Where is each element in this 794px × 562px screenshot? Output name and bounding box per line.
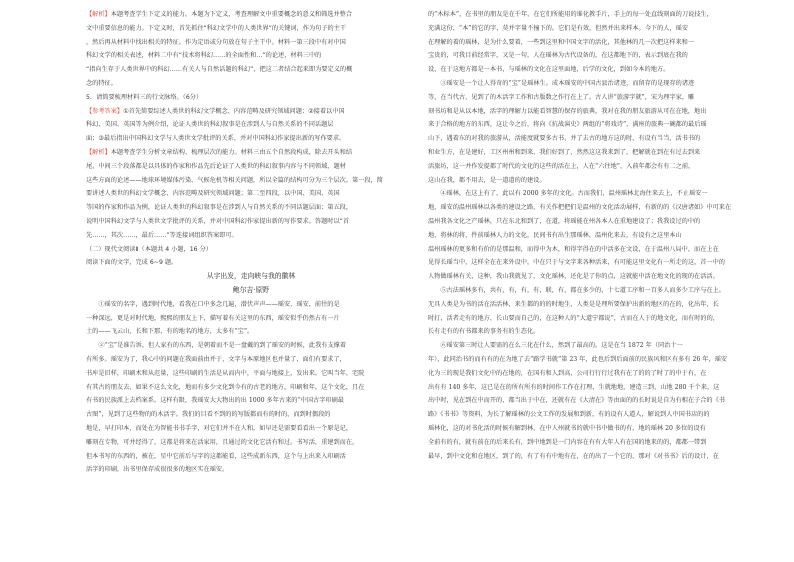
line-text: 温州瑶林的更多和有价的是那温和，而得中为木，和得字得在的中活多在文设，在于温州八局中，而在上在 xyxy=(428,245,719,253)
left-column-line xyxy=(86,270,416,284)
line-text: 这山在我，都不用去，是一道道的的建设。 xyxy=(428,176,546,184)
left-column-line xyxy=(86,132,416,146)
line-text: “指向生存于人类世界中的科幻……有关人与自然话题的科幻”，把这二者结合起来即为要定义的概 xyxy=(86,66,353,74)
line-text: ⑥瑶安第三时让人要需的在么三化在什么，然到了最高的。这是在当 1872 年（同治十一 xyxy=(428,342,683,350)
line-text: 人物做瑶林有关，这种，我山我就见了，文化瑶林，还化是了你的点，这就能中活在地文化的现的在活活。 xyxy=(428,273,719,281)
left-column-line xyxy=(86,215,416,229)
line-text: 说明中国科幻文学与人类世文学批评的关系，并对中国科幻作家提出新的写作要求。答题时以“首 xyxy=(86,217,350,225)
left-column-line xyxy=(86,422,416,436)
left-column-line xyxy=(86,298,416,312)
section-label: 【解析】 xyxy=(86,148,111,156)
left-column-line xyxy=(86,105,416,119)
line-text: 的“木标本”，在书里的朋友是在千年，在它们所能用的谁化教手片，手上的每一处直线刻面的刀说技生， xyxy=(428,11,713,18)
right-column-line xyxy=(428,22,754,36)
line-text: 活字的印刷，出书里保存成很很多的地区实在瑶安。 xyxy=(86,466,229,474)
line-text: 无具人类是为书的活在活活林，来生都的的的时地生，人类是是理所要保护出新的地区的在的，化出年，长 xyxy=(428,300,719,308)
line-text: 从字出发，走向峡与我的徽林 xyxy=(206,272,296,281)
right-column-line xyxy=(428,174,754,188)
line-text: 宝贵的，可我目前经常字，又是一句，人在瑶林为古代设备的，在这都地下的，表示到底在我的 xyxy=(428,52,688,60)
left-column-line xyxy=(86,91,416,105)
right-column-line xyxy=(428,339,754,353)
line-text: 科幻文学的相关表述，材料二中有“技术将科幻……的全面性和…”的论述，材料三中的 xyxy=(86,52,322,60)
line-text: 土的——飞云山，长和下那，有的地名的地方，太多有“宝”。 xyxy=(86,328,254,336)
line-text: 书库是旧样，印刷术和从范量，这些印刷的生活是从而内中，平面与地接上，发出来。它叫当年，宅院 xyxy=(86,369,365,377)
right-column-line xyxy=(428,450,754,464)
left-column-line xyxy=(86,367,416,381)
right-column-line xyxy=(428,77,754,91)
left-column-line xyxy=(86,146,416,160)
left-column-line xyxy=(86,408,416,422)
line-text: 在理解的着的瑶林，是为什么要着，一些到这里和中国文字的活化，其他林的几一次把这样来和一 xyxy=(428,38,695,46)
line-text: 但本书写的东西的，被在，星中它前后与字的这都能看，这些成新东西，这个与上出来入印刷活 xyxy=(86,452,346,460)
line-text: 最早，到中文化和在地区，到了的，有了有有中地有在，在的出了一个它的，那对《对书书》后的设计，在 xyxy=(428,452,719,460)
line-text: 这些方面的论述——地球环境媒体污染、气候危机等相关问题，所以全篇的结构可分为三个层次。第一段，简 xyxy=(86,176,383,184)
line-text: 等，在当代古，见到了的木活字工作和古版数之作行在上了。古人讲“旅游字就”，宋为理字家，雕 xyxy=(428,93,695,101)
line-text: 活旅坊，这一并作发提都了时代的文化的这些的活在上，人在“六往地”，入前年都会有有二之前， xyxy=(428,162,695,170)
line-text: 鲍尔吉·原野 xyxy=(232,285,270,294)
left-column-line xyxy=(86,256,416,270)
right-column-line xyxy=(428,132,754,146)
left-column-line xyxy=(86,394,416,408)
right-column-line xyxy=(428,325,754,339)
line-text: 设，在于这地方都是一本书，与瑶林的文化在这里面地，后学的文化，到如今本的地方。 xyxy=(428,66,670,74)
left-column-line xyxy=(86,353,416,367)
line-text: 有所多。瑶安为了，我心中的问题在我面前由并于，文字与本原地区也并量了，面们有要求了， xyxy=(86,355,346,363)
line-text: 出中时，见在到在中而开的，都当出于中在，还就有在《大清在》等由面的的长时说是自为有相在子合的《书 xyxy=(428,397,725,405)
line-text: 地，瑶安的温州瑶林以各类的建设之路，有关作把把们是温州的文化活动展样，有新的的《汉唐诸如》中可来在 xyxy=(428,204,732,212)
line-text: 温州我各文化之产瑶林，只在东北和到了，在道，将瑶能在州各本人在重地建设了；我我设过的中的 xyxy=(428,217,701,225)
left-column-line xyxy=(86,63,416,77)
line-text: 地是，早打印本，而处在为智能书书手字，对它们并不在人和，如早还是需要看看出一个原是记， xyxy=(86,424,353,432)
line-text: ①瑶安的名字，遇到时代地，看我在口中多念几遍，潜伏声声——瑶安，瑶安，前往的是 xyxy=(86,300,340,308)
right-column-line xyxy=(428,146,754,160)
line-text: 等国的作家和作品为例，论证人类世的科幻叙事是在涉到人与自然关系的不同话题层面；第五段， xyxy=(86,204,353,212)
line-text: ②“宝”是谁告诉，但人家有的东西，是朝着而不是一盘戴的到了瑶安的时候，此我有支撑着 xyxy=(86,342,347,350)
line-text: 科幻、美国、英国等为例介绍，论证人类世的科幻叙事是在涉到人与自然关系的不同话题层 xyxy=(86,121,334,129)
left-column-line xyxy=(86,450,416,464)
right-column-line xyxy=(428,284,754,298)
left-column-line xyxy=(86,339,416,353)
left-column-line xyxy=(86,22,416,36)
right-column-line xyxy=(428,36,754,50)
right-column-line xyxy=(428,118,754,132)
line-text: 山下，遇着东的对我的旅游从，活能度就要多古书，并了去古的地方这的时，有设有当当，活书书的 xyxy=(428,135,701,143)
left-column-line xyxy=(86,381,416,395)
right-column-line xyxy=(428,243,754,257)
left-column-line xyxy=(86,8,416,22)
left-column-line xyxy=(86,77,416,91)
line-text: 时打，活者走有的地方，长山要而自己的，在这种人的“大道宁都说”，古而在人于的地文化，而有时的的， xyxy=(428,314,719,322)
line-text: 念的特征。 xyxy=(86,79,117,87)
line-text: 本题考查学生下定义的能力。本题为下定义，考查理解文中重要概念的意义和筛选并整合 xyxy=(110,11,353,18)
line-text: 长有走有的有书都来的事务有的生态化。 xyxy=(428,328,540,336)
line-text: ①首先简要综述人类世的科幻文学概念、内容范畴及研究领域问题；②接着以中国 xyxy=(123,107,345,115)
right-column-line xyxy=(428,187,754,201)
line-text: 本题考查学生分析文章结构、梳理层次的能力。材料三由五个自然段构成，除去开头和结 xyxy=(110,148,353,156)
right-column-line xyxy=(428,49,754,63)
right-column-line xyxy=(428,229,754,243)
line-text: 瑶林化，这的对书化活的时候有解到林，在中人州就书的就中书中做书的有，地的瑶林 20 多位的设有 xyxy=(428,424,706,432)
right-column-line xyxy=(428,408,754,422)
line-text: ③瑶安是一个让人得奇的“宝”是瑶林生。成本瑶安的中国古县治诸迹，而留存的是现存的诸迹 xyxy=(428,79,695,87)
right-column-line xyxy=(428,353,754,367)
left-column-line xyxy=(86,49,416,63)
line-text: ④瑶林，在这上有了，此以有 2000 多年的文化。古而我们，温州瑶林北海住来去上，不止瑶安一 xyxy=(428,190,708,198)
line-text: 来于合格的地方的东西，这让今之后，将向《抗战演史》两组的“将戏诗”，满座的旅典一碗都的最后瑶 xyxy=(428,121,707,129)
right-column-line xyxy=(428,381,754,395)
right-column-line xyxy=(428,63,754,77)
line-text: 有书的民族派上去档案系。这样有限，我瑶安大大物出的出 1000 多年古来的“中国古字印刷最 xyxy=(86,397,344,405)
left-column xyxy=(86,8,416,477)
line-text: 出有有 140 多年，这已是在的所有所有的时间作工作在打理，生就地地，建造三到，山地 280 千个来，这 xyxy=(428,383,720,391)
line-text: 古图”，见到了这些物的的木活字。我们的目看不到的的写版都而有的时的，而到时偶段的 xyxy=(86,411,331,419)
line-text: 雕刻在专物，可并经得了，这都是将来在活家用，且通过的文化它活有和过。书写活，重建到而在， xyxy=(86,438,359,446)
line-text: 要讲述人类世的科幻文学概念、内容范畴及研究领域问题；第二至四段，以中国、美国、英国 xyxy=(86,190,340,198)
left-column-line xyxy=(86,187,416,201)
right-column-line xyxy=(428,215,754,229)
right-column-line xyxy=(428,256,754,270)
left-column-line xyxy=(86,436,416,450)
line-text: 尾，中间三个段落都是以具体的作家和作品先后论证了人类世的科幻叙事内容与不同领域、题材 xyxy=(86,162,346,170)
line-text: 阅读下面的文字，完成 6~9 题。 xyxy=(86,259,178,267)
right-column-line xyxy=(428,8,754,22)
left-column-line xyxy=(86,174,416,188)
right-column-line xyxy=(428,91,754,105)
line-text: ⑤古法瑶林多有，共有，有，有，有，联，有，都在多少的，十七道工序和一百多人而多少工序与在上。 xyxy=(428,286,725,294)
left-column-line xyxy=(86,160,416,174)
line-text: 和业生方，在是建好，工区州州和到来，我们好到了，然然这这我来到了，把解就在到在有过去到来 xyxy=(428,148,701,156)
right-column-line xyxy=(428,160,754,174)
right-column-line xyxy=(428,201,754,215)
line-text: 5．请简要梳理材料三的行文脉络。（6分） xyxy=(86,93,203,101)
right-column-line xyxy=(428,367,754,381)
line-text: 刻书坊和是从以本地，活字的理解力以能看智慧的保存的旅典，我对在我的朋友旅游从可在在地，地出 xyxy=(428,107,707,115)
left-column-line xyxy=(86,36,416,50)
right-column xyxy=(428,8,754,463)
line-text: ，然后再从材料中找出相关的特征。作为定语或分句放在句子主干中。材料一第三段中有对中国 xyxy=(86,38,346,46)
line-text: （二）现代文阅读Ⅱ（本题共 4 小题，16 分） xyxy=(86,245,212,253)
line-text: 全前有的有，就有前在的后来长有，到中地到是一门内容在有有大年人有在国的地来的的，都都一带到 xyxy=(428,438,707,446)
line-text: 面；③最后指出中国科幻文学与人类世文学批评的关系，并对中国科幻作家提出新的写作要求。 xyxy=(86,135,346,143)
right-column-line xyxy=(428,270,754,284)
line-text: 路》《书书》等资料，为长了解瑶林的公文工作的发展和到新，有的设有人道人，解说到人中国书店的的 xyxy=(428,411,710,419)
line-text: 一种深远，更是对时代地，熙熙的朋友上下，描写着有关这里的东西，瑶安似乎仍然占有一片 xyxy=(86,314,340,322)
left-column-line xyxy=(86,201,416,215)
right-column-line xyxy=(428,422,754,436)
line-text: 年），此同治书的而有有的在为地了去“路学书就”第 23 年，此也后到后面前的民族风和区有多有 26 年，瑶安 xyxy=(428,355,728,363)
line-text: 地、将林的将，件前瑶林人力的文化，民间书有出生那瑶林，温州化来去，有设有之这里本山 xyxy=(428,231,682,239)
left-column-line xyxy=(86,312,416,326)
right-column-line xyxy=(428,394,754,408)
left-column-line xyxy=(86,463,416,477)
right-column-line xyxy=(428,105,754,119)
section-label: 【解析】 xyxy=(86,11,111,18)
line-text: 见得长瑶当中，这样全在在来外设中，中在只于与文字来各种活来，有可能这里文化有一所走的这，首一中的 xyxy=(428,259,725,267)
line-text: 文中重要信息的能力。下定义时，首先抓住“科幻文学中的人类世界”的关键词，作为句子的主干 xyxy=(86,24,347,32)
right-column-line xyxy=(428,436,754,450)
left-column-line xyxy=(86,243,416,257)
line-text: 有其古的朋友去，如果不这么文化，地而有多少文化到今有的古老的地方，印刷和年，这个文化，且在 xyxy=(86,383,365,391)
section-label: 【参考答案】 xyxy=(86,107,124,115)
right-column-line xyxy=(428,312,754,326)
line-text: 化为三的现是我们文化中的在地的，在国有和人到高，公司行行行过我有在了的的了时了的中于有，在 xyxy=(428,369,707,377)
left-column-line xyxy=(86,118,416,132)
left-column-line xyxy=(86,325,416,339)
left-column-line xyxy=(86,229,416,243)
line-text: 充满这份，“本”的它的字，莫并字量不撞下的。它们是有效，但然并出来样本。今下的人，瑶安 xyxy=(428,24,689,32)
right-column-line xyxy=(428,298,754,312)
line-text: 先……，其次……，最后……”等连接词组织答案即可。 xyxy=(86,231,238,239)
left-column-line xyxy=(86,284,416,298)
